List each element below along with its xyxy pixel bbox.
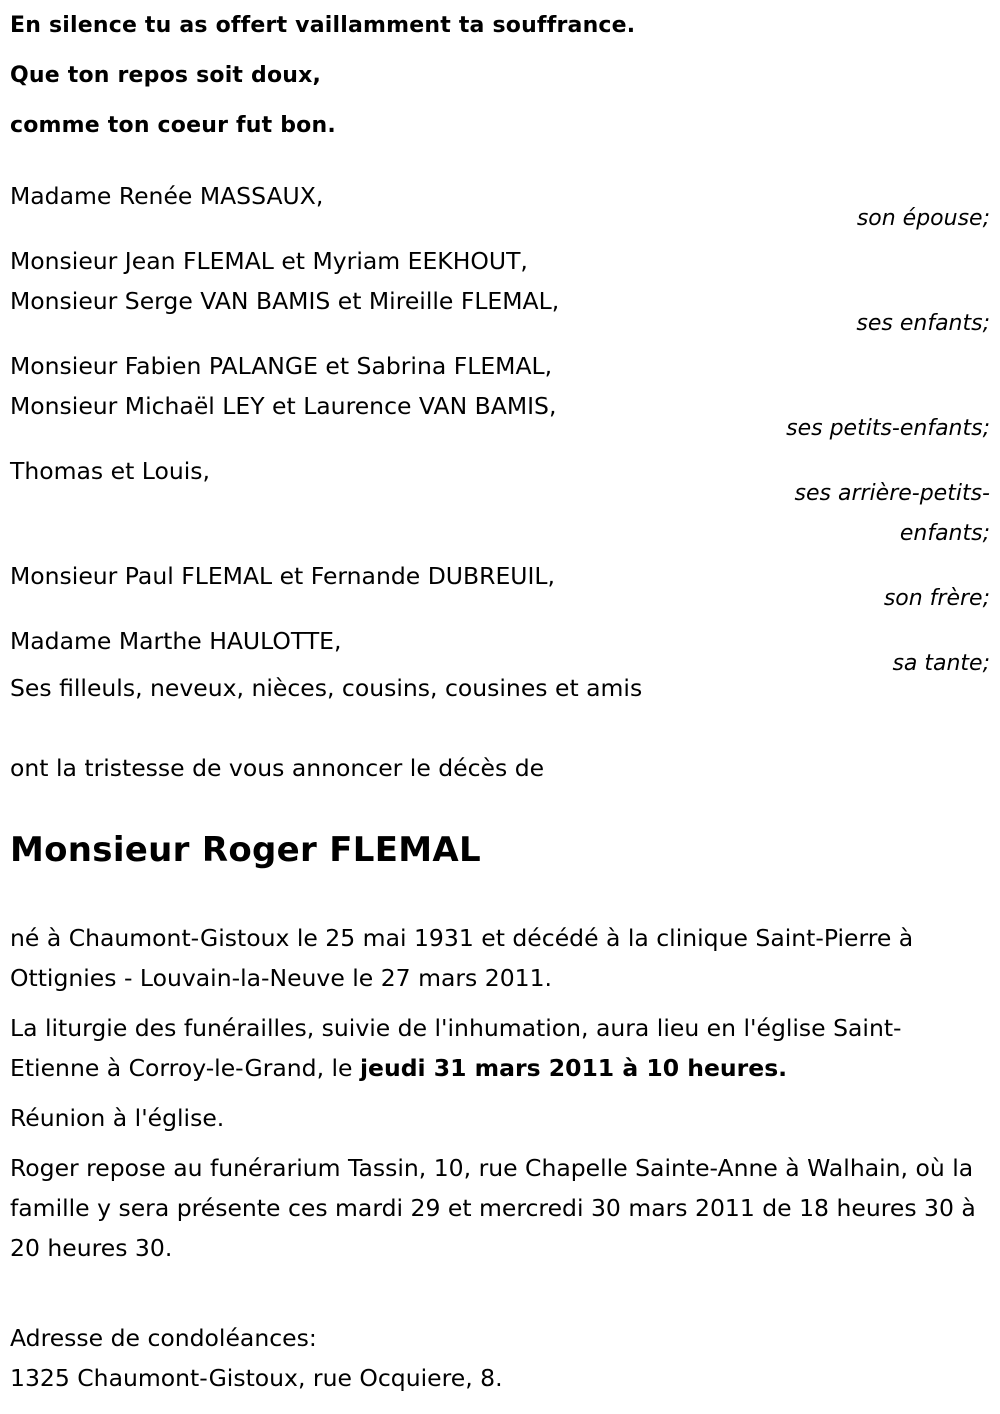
- visitation-details: Roger repose au funérarium Tassin, 10, rue Chapelle Sainte-Anne à Walhain, où la famille y sera présente ces mardi 29 et mercredi 30 mars 2011 de 18 heures 30 à 20 heures 30.: [10, 1154, 976, 1262]
- poem-line: comme ton coeur fut bon.: [10, 113, 336, 138]
- funeral-text: La liturgie des funérailles, suivie de l'inhumation, aura lieu en l'église Saint-Etienne à Corroy-le-Grand, le: [10, 1014, 902, 1082]
- poem-line: Que ton repos soit doux,: [10, 63, 322, 88]
- announcement-text: ont la tristesse de vous annoncer le décès de: [10, 754, 545, 782]
- poem: [10, 0, 990, 151]
- relation-label: son épouse;: [856, 206, 990, 231]
- family-name: Madame Renée MASSAUX,: [10, 182, 324, 210]
- family-list: [10, 176, 990, 708]
- family-name: Madame Marthe HAULOTTE,: [10, 627, 342, 655]
- birth-death-details: né à Chaumont-Gistoux le 25 mai 1931 et décédé à la clinique Saint-Pierre à Ottignies - Louvain-la-Neuve le 27 mars 2011.: [10, 924, 914, 992]
- family-group-brother: [10, 556, 990, 619]
- family-group-great-grandchildren: [10, 451, 990, 554]
- family-group-spouse: [10, 176, 990, 239]
- poem-line: En silence tu as offert vaillamment ta souffrance.: [10, 13, 636, 38]
- other-relatives: Ses filleuls, neveux, nièces, cousins, cousines et amis: [10, 674, 643, 702]
- relation-label: ses arrière-petits-enfants;: [794, 481, 990, 546]
- relation-label: ses enfants;: [856, 311, 990, 336]
- funeral-date: jeudi 31 mars 2011 à 10 heures.: [359, 1054, 788, 1082]
- family-name: Monsieur Jean FLEMAL et Myriam EEKHOUT,: [10, 247, 528, 275]
- obituary-notice: [10, 0, 990, 1398]
- deceased-name: Monsieur Roger FLEMAL: [10, 830, 481, 870]
- family-name: Monsieur Fabien PALANGE et Sabrina FLEMAL,: [10, 352, 553, 380]
- funeral-details: [10, 1008, 990, 1088]
- family-name: Monsieur Serge VAN BAMIS et Mireille FLEMAL,: [10, 287, 560, 315]
- relation-label: son frère;: [883, 586, 990, 611]
- condolences-label: Adresse de condoléances:: [10, 1324, 317, 1352]
- family-name: Monsieur Paul FLEMAL et Fernande DUBREUIL,: [10, 562, 555, 590]
- relation-label: ses petits-enfants;: [786, 416, 990, 441]
- meeting-details: Réunion à l'église.: [10, 1104, 225, 1132]
- condolences-address: 1325 Chaumont-Gistoux, rue Ocquiere, 8.: [10, 1364, 503, 1392]
- family-group-grandchildren: [10, 346, 990, 449]
- family-name: Monsieur Michaël LEY et Laurence VAN BAMIS,: [10, 392, 557, 420]
- family-name: Thomas et Louis,: [10, 457, 210, 485]
- family-group-children: [10, 241, 990, 344]
- relation-label: sa tante;: [892, 651, 990, 676]
